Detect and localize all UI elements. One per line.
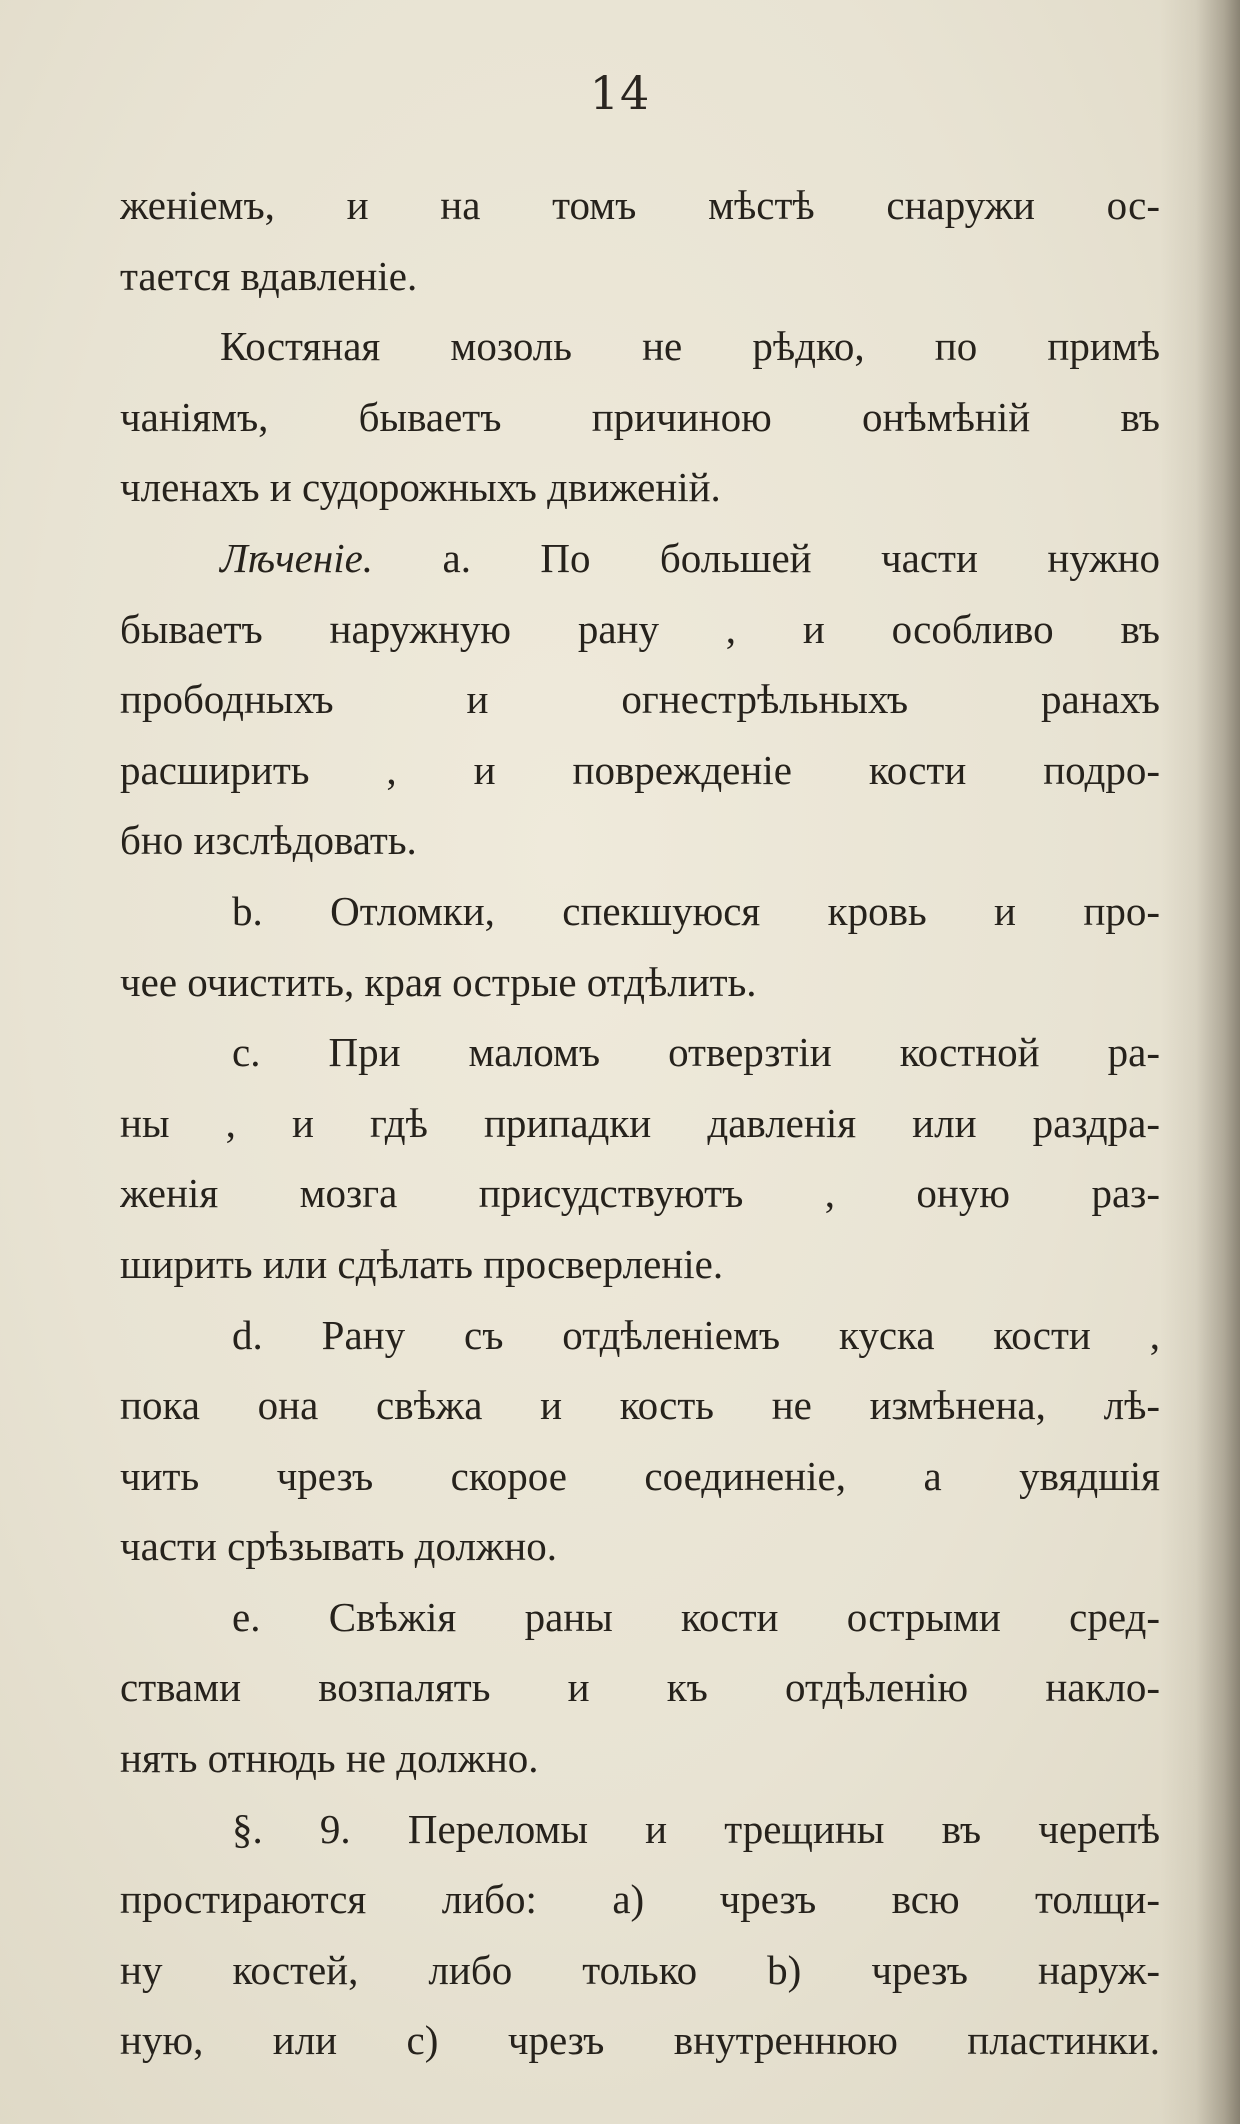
- text-line: части срѣзывать должно.: [120, 1523, 557, 1570]
- text-line: женіемъ, и на томъ мѣстѣ снаружи ос-: [120, 182, 1160, 228]
- text-line: простираются либо: а) чрезъ всю толщи-: [120, 1876, 1160, 1923]
- text-line: бываетъ наружную рану , и особливо въ: [120, 605, 1160, 652]
- treatment-heading: Лѣченіе.: [220, 534, 374, 581]
- treatment-item-b: b. Отломки, спекшуюся кровь и про-: [232, 887, 1160, 934]
- text-line: чее очистить, края острые отдѣлить.: [120, 958, 757, 1005]
- text-line: нять отнюдь не должно.: [120, 1735, 539, 1782]
- page-number: 14: [589, 66, 651, 120]
- text-line: ствами возпалять и къ отдѣленію накло-: [120, 1664, 1160, 1711]
- text-line: женія мозга присудствуютъ , оную раз-: [120, 1170, 1160, 1217]
- treatment-item-a: а. По большей части нужно: [442, 534, 1160, 581]
- text-line: прободныхъ и огнестрѣльныхъ ранахъ: [120, 676, 1160, 723]
- text-line: бно изслѣдовать.: [120, 817, 417, 864]
- text-line: тается вдавленіе.: [120, 252, 418, 299]
- treatment-item-e: e. Свѣжія раны кости острыми сред-: [232, 1593, 1160, 1640]
- text-line: членахъ и судорожныхъ движеній.: [120, 464, 721, 511]
- treatment-item-c: c. При маломъ отверзтіи костной ра-: [232, 1029, 1160, 1076]
- binding-shadow: [1160, 0, 1240, 2124]
- text-line: чаніямъ, бываетъ причиною онѣмѣній въ: [120, 393, 1160, 440]
- text-line: Костяная мозоль не рѣдко, по примѣ: [220, 323, 1160, 370]
- text-line: ширить или сдѣлать просверленіе.: [120, 1240, 724, 1287]
- text-line: ны , и гдѣ припадки давленія или раздра-: [120, 1099, 1160, 1146]
- text-line: ную, или c) чрезъ внутреннюю пластинки.: [120, 2017, 1160, 2064]
- section-9-heading: §. 9. Переломы и трещины въ черепѣ: [232, 1805, 1160, 1852]
- treatment-line: [120, 523, 1160, 594]
- treatment-item-d: d. Рану съ отдѣленіемъ куска кости ,: [232, 1311, 1160, 1358]
- text-line: пока она свѣжа и кость не измѣнена, лѣ-: [120, 1382, 1160, 1429]
- body-text: [120, 170, 1160, 2076]
- text-line: чить чрезъ скорое соединеніе, а увядшія: [120, 1452, 1160, 1499]
- text-line: ну костей, либо только b) чрезъ наруж-: [120, 1946, 1160, 1993]
- text-line: расширить , и поврежденіе кости подро-: [120, 746, 1160, 793]
